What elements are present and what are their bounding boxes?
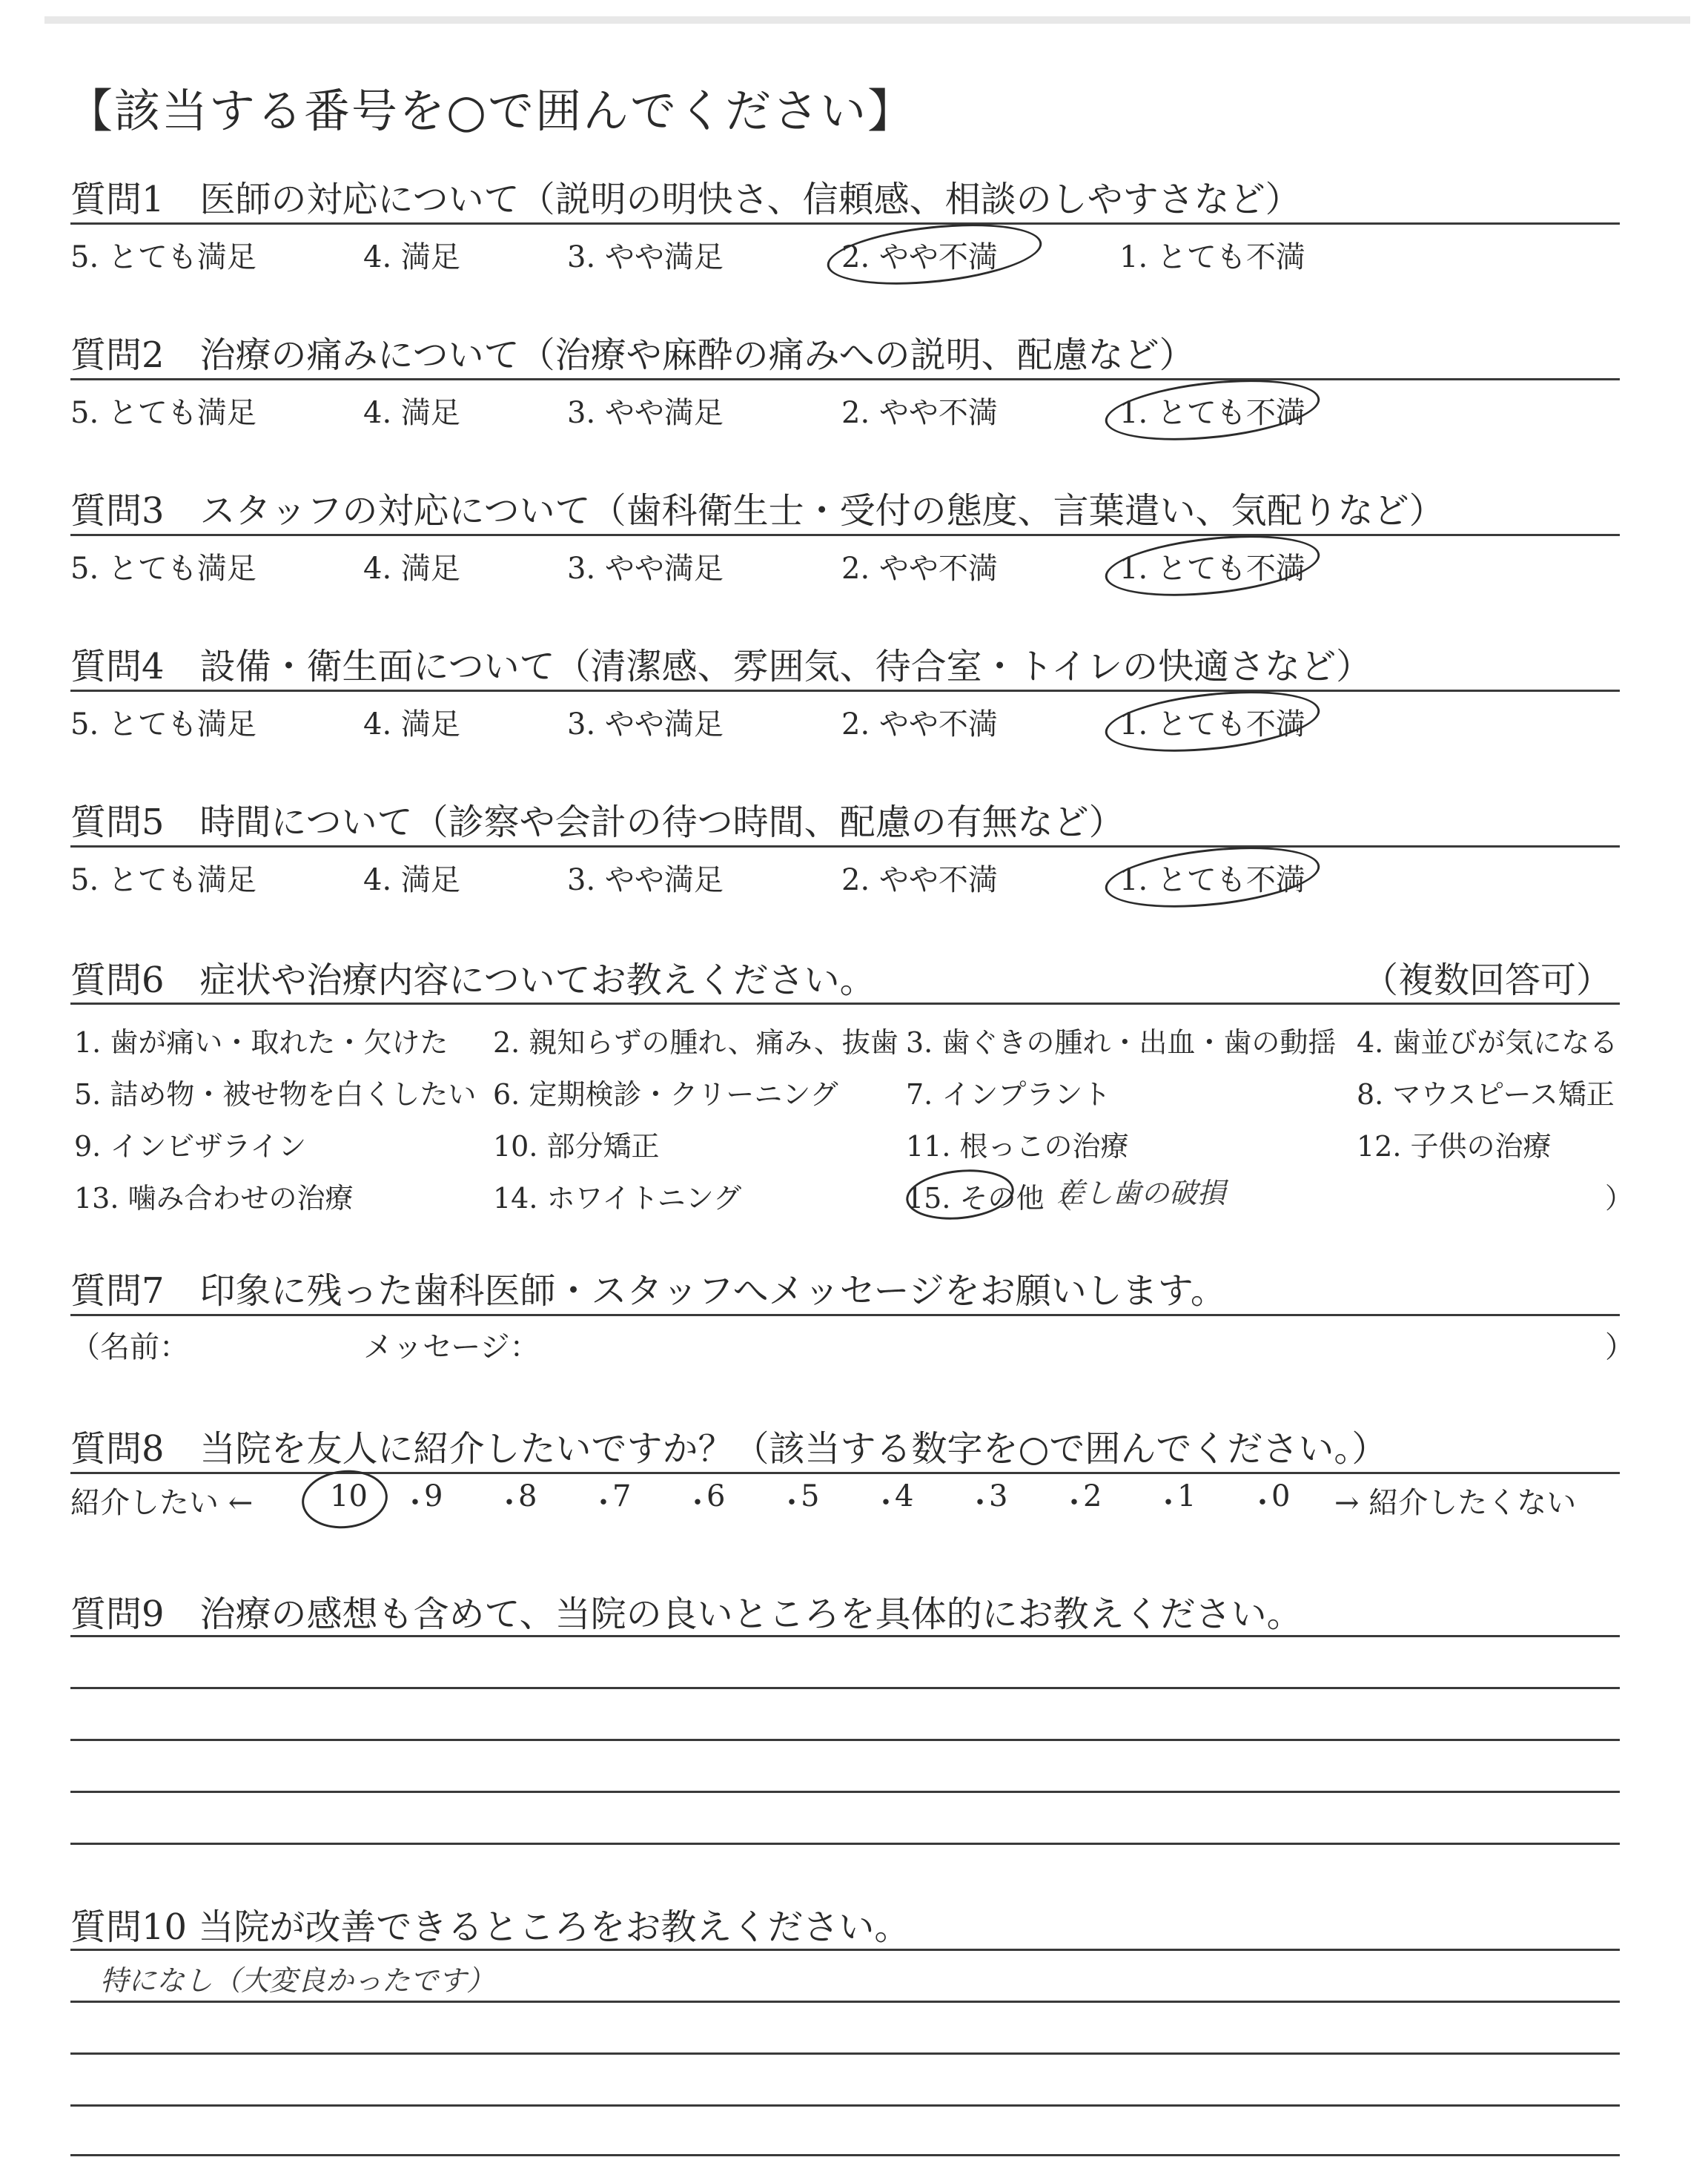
- q5-option-3[interactable]: 3. やや満足: [567, 863, 724, 897]
- q1-option-5[interactable]: 5. とても満足: [70, 240, 256, 274]
- q2-option-4[interactable]: 4. 満足: [363, 396, 460, 430]
- q10-title: 質問10 当院が改善できるところをお教えください。: [70, 1906, 910, 1948]
- q1-option-1[interactable]: 1. とても不満: [1119, 240, 1305, 274]
- q8-scale-separator: ・: [683, 1486, 712, 1520]
- q3-selected-circle: [1102, 526, 1323, 605]
- q6-choice-3[interactable]: 3. 歯ぐきの腫れ・出血・歯の動揺: [906, 1026, 1337, 1059]
- q10-line-4: [70, 2104, 1620, 2107]
- q3-option-5[interactable]: 5. とても満足: [70, 552, 256, 586]
- q3-title: 質問3 スタッフの対応について（歯科衛生士・受付の態度、言葉遣い、気配りなど）: [70, 490, 1445, 532]
- q2-selected-circle: [1102, 371, 1323, 449]
- q4-option-5[interactable]: 5. とても満足: [70, 707, 256, 742]
- q6-choice-10[interactable]: 10. 部分矯正: [493, 1130, 660, 1163]
- q7-name-label: （名前：: [70, 1330, 189, 1364]
- q8-scale-separator: ・: [1153, 1486, 1183, 1520]
- q6-choice-13[interactable]: 13. 噛み合わせの治療: [74, 1182, 354, 1215]
- q8-scale-8[interactable]: 8: [518, 1479, 537, 1513]
- q6-choice-2[interactable]: 2. 親知らずの腫れ、痛み、抜歯: [493, 1026, 898, 1059]
- q2-option-5[interactable]: 5. とても満足: [70, 396, 256, 430]
- q9-line-4: [70, 1791, 1620, 1793]
- q8-scale-separator: ・: [871, 1486, 901, 1520]
- q3-underline: [70, 534, 1620, 536]
- q1-option-4[interactable]: 4. 満足: [363, 240, 460, 274]
- q8-scale-separator: ・: [1248, 1486, 1277, 1520]
- q6-choice-9[interactable]: 9. インビザライン: [74, 1130, 307, 1163]
- q8-scale-7[interactable]: 7: [612, 1479, 632, 1513]
- q5-option-5[interactable]: 5. とても満足: [70, 863, 256, 897]
- form-instruction: 【該当する番号を○で囲んでください】: [67, 84, 916, 138]
- q2-underline: [70, 378, 1620, 380]
- q8-scale-separator: ・: [1059, 1486, 1089, 1520]
- q4-underline: [70, 690, 1620, 692]
- q4-option-1[interactable]: 1. とても不満: [1119, 707, 1305, 742]
- q8-scale-separator: ・: [589, 1486, 618, 1520]
- q8-scale-3[interactable]: 3: [989, 1479, 1008, 1513]
- q8-scale-5[interactable]: 5: [801, 1479, 820, 1513]
- q6-choice-8[interactable]: 8. マウスピース矯正: [1357, 1078, 1615, 1111]
- q6-choice-6[interactable]: 6. 定期検診・クリーニング: [493, 1078, 838, 1111]
- q1-option-3[interactable]: 3. やや満足: [567, 240, 724, 274]
- q8-scale-9[interactable]: 9: [424, 1479, 443, 1513]
- q7-close-paren: ）: [1605, 1330, 1635, 1364]
- page-top-edge: [44, 16, 1690, 24]
- q6-choice-11[interactable]: 11. 根っこの治療: [906, 1130, 1129, 1163]
- q8-right-label: → 紹介したくない: [1334, 1486, 1577, 1520]
- q4-option-2[interactable]: 2. やや不満: [841, 707, 998, 742]
- q9-title: 質問9 治療の感想も含めて、当院の良いところを具体的にお教えください。: [70, 1593, 1302, 1635]
- q8-scale-4[interactable]: 4: [895, 1479, 914, 1513]
- q2-option-3[interactable]: 3. やや満足: [567, 396, 724, 430]
- q10-line-2: [70, 2001, 1620, 2003]
- q6-choice-7[interactable]: 7. インプラント: [906, 1078, 1111, 1111]
- q6-underline: [70, 1003, 1620, 1005]
- q5-title: 質問5 時間について（診察や会計の待つ時間、配慮の有無など）: [70, 802, 1125, 843]
- q6-close-paren: ）: [1605, 1182, 1634, 1215]
- q1-title: 質問1 医師の対応について（説明の明快さ、信頼感、相談のしやすさなど）: [70, 179, 1301, 220]
- q9-line-3: [70, 1739, 1620, 1741]
- q5-option-2[interactable]: 2. やや不満: [841, 863, 998, 897]
- q8-scale-10[interactable]: 10: [330, 1479, 368, 1513]
- q3-option-4[interactable]: 4. 満足: [363, 552, 460, 586]
- q7-title: 質問7 印象に残った歯科医師・スタッフへメッセージをお願いします。: [70, 1270, 1226, 1312]
- q1-selected-circle: [824, 215, 1045, 294]
- q8-scale-separator: ・: [494, 1486, 524, 1520]
- q9-line-5: [70, 1843, 1620, 1845]
- q8-scale-separator: ・: [777, 1486, 807, 1520]
- q8-scale-6[interactable]: 6: [706, 1479, 726, 1513]
- q6-note: （複数回答可）: [1363, 960, 1612, 1001]
- q4-selected-circle: [1102, 682, 1323, 761]
- q10-line-1: [70, 1949, 1620, 1951]
- q8-scale-0[interactable]: 0: [1271, 1479, 1291, 1513]
- q6-choice-14[interactable]: 14. ホワイトニング: [493, 1182, 742, 1215]
- q1-underline: [70, 222, 1620, 225]
- q5-option-4[interactable]: 4. 満足: [363, 863, 460, 897]
- q8-underline: [70, 1472, 1620, 1474]
- q7-message-label: メッセージ：: [363, 1330, 540, 1364]
- q6-title: 質問6 症状や治療内容についてお教えください。: [70, 960, 875, 1001]
- q4-option-3[interactable]: 3. やや満足: [567, 707, 724, 742]
- q6-choice-12[interactable]: 12. 子供の治療: [1357, 1130, 1552, 1163]
- q3-option-2[interactable]: 2. やや不満: [841, 552, 998, 586]
- q2-option-1[interactable]: 1. とても不満: [1119, 396, 1305, 430]
- q6-choice-5[interactable]: 5. 詰め物・被せ物を白くしたい: [74, 1078, 477, 1111]
- q3-option-1[interactable]: 1. とても不満: [1119, 552, 1305, 586]
- q8-title: 質問8 当院を友人に紹介したいですか？（該当する数字を○で囲んでください。）: [70, 1428, 1388, 1470]
- q8-scale-separator: ・: [965, 1486, 995, 1520]
- q8-scale-2[interactable]: 2: [1083, 1479, 1102, 1513]
- q2-option-2[interactable]: 2. やや不満: [841, 396, 998, 430]
- q10-line-5: [70, 2154, 1620, 2156]
- q8-scale-separator: ・: [400, 1486, 430, 1520]
- q6-other-text: 差し歯の破損: [1056, 1177, 1226, 1209]
- q7-underline: [70, 1314, 1620, 1316]
- q8-left-label: 紹介したい ←: [70, 1486, 254, 1520]
- q3-option-3[interactable]: 3. やや満足: [567, 552, 724, 586]
- q9-line-2: [70, 1687, 1620, 1689]
- q10-line-3: [70, 2052, 1620, 2055]
- q6-choice-15[interactable]: 15. その他（: [906, 1182, 1073, 1215]
- q5-selected-circle: [1102, 838, 1323, 916]
- q8-selected-circle: [299, 1466, 391, 1533]
- q6-choice-4[interactable]: 4. 歯並びが気になる: [1357, 1026, 1618, 1059]
- q2-title: 質問2 治療の痛みについて（治療や麻酔の痛みへの説明、配慮など）: [70, 334, 1195, 376]
- q4-option-4[interactable]: 4. 満足: [363, 707, 460, 742]
- q4-title: 質問4 設備・衛生面について（清潔感、雰囲気、待合室・トイレの快適さなど）: [70, 646, 1372, 687]
- q5-option-1[interactable]: 1. とても不満: [1119, 863, 1305, 897]
- q5-underline: [70, 845, 1620, 848]
- q8-scale-1[interactable]: 1: [1177, 1479, 1196, 1513]
- q9-line-1: [70, 1635, 1620, 1637]
- q10-answer: 特になし（大変良かったです）: [100, 1964, 495, 1997]
- q1-option-2[interactable]: 2. やや不満: [841, 240, 998, 274]
- q6-choice-1[interactable]: 1. 歯が痛い・取れた・欠けた: [74, 1026, 448, 1059]
